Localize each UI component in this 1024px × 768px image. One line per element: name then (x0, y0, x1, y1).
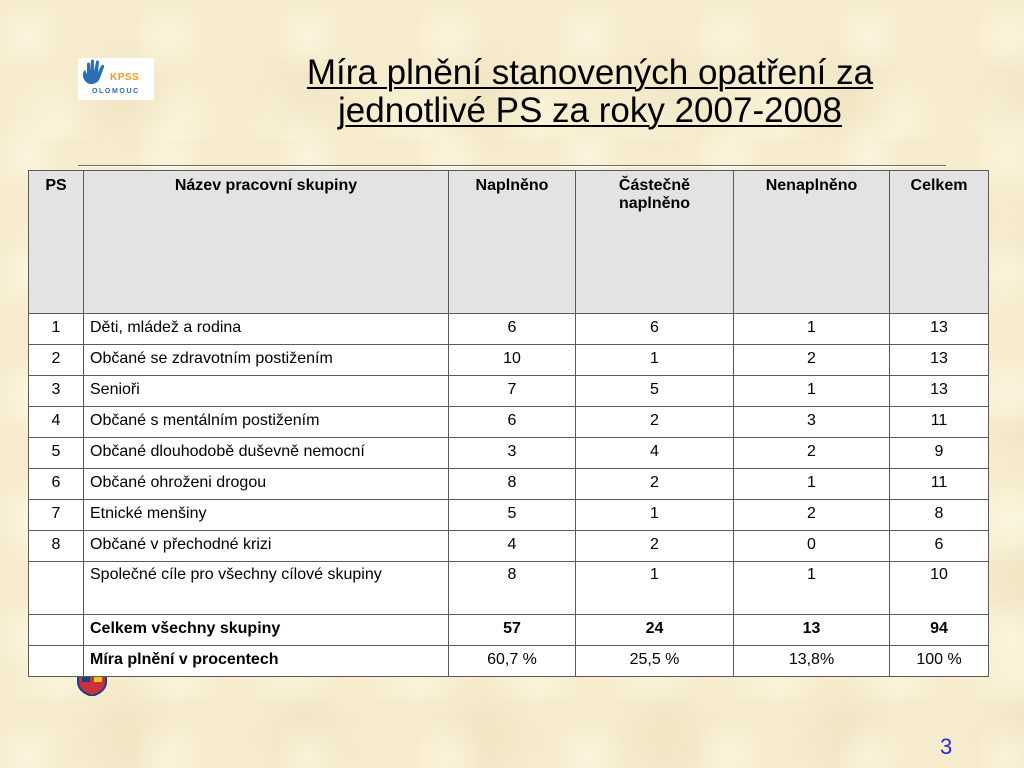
cell-not-fulfilled: 1 (734, 469, 890, 500)
cell-fulfilled: 6 (449, 314, 576, 345)
cell-not-fulfilled: 1 (734, 562, 890, 615)
cell-group-name: Občané ohroženi drogou (84, 469, 449, 500)
cell-ps: 6 (29, 469, 84, 500)
cell-partial: 2 (576, 531, 734, 562)
cell-fulfilled: 4 (449, 531, 576, 562)
title-divider (78, 165, 946, 167)
cell-not-fulfilled: 1 (734, 314, 890, 345)
cell-group-name: Občané dlouhodobě duševně nemocní (84, 438, 449, 469)
cell-fulfilled: 10 (449, 345, 576, 376)
cell-total: 13 (890, 345, 989, 376)
cell-fulfilled: 57 (449, 615, 576, 646)
cell-ps (29, 615, 84, 646)
cell-ps: 1 (29, 314, 84, 345)
cell-ps: 2 (29, 345, 84, 376)
total-row (29, 615, 989, 646)
table-row (29, 438, 989, 469)
percent-row (29, 646, 989, 677)
cell-total: 8 (890, 500, 989, 531)
cell-total: 10 (890, 562, 989, 615)
header-group-name: Název pracovní skupiny (84, 171, 449, 314)
cell-partial: 25,5 % (576, 646, 734, 677)
page-title (230, 54, 950, 130)
title-line-2: jednotlivé PS za roky 2007-2008 (338, 91, 842, 130)
cell-group-name: Etnické menšiny (84, 500, 449, 531)
cell-group-name: Občané v přechodné krizi (84, 531, 449, 562)
cell-partial: 2 (576, 469, 734, 500)
cell-total: 94 (890, 615, 989, 646)
cell-not-fulfilled: 13 (734, 615, 890, 646)
cell-total: 6 (890, 531, 989, 562)
cell-group-name: Děti, mládež a rodina (84, 314, 449, 345)
table-row (29, 407, 989, 438)
cell-partial: 1 (576, 345, 734, 376)
cell-fulfilled: 5 (449, 500, 576, 531)
cell-not-fulfilled: 3 (734, 407, 890, 438)
cell-not-fulfilled: 0 (734, 531, 890, 562)
cell-partial: 24 (576, 615, 734, 646)
table-row (29, 500, 989, 531)
table-row (29, 376, 989, 407)
cell-ps: 8 (29, 531, 84, 562)
cell-not-fulfilled: 2 (734, 345, 890, 376)
title-line-1: Míra plnění stanovených opatření za (306, 53, 874, 92)
cell-fulfilled: 6 (449, 407, 576, 438)
cell-not-fulfilled: 2 (734, 438, 890, 469)
header-total: Celkem (890, 171, 989, 314)
table-row (29, 531, 989, 562)
cell-fulfilled: 7 (449, 376, 576, 407)
cell-fulfilled: 3 (449, 438, 576, 469)
header-fulfilled: Naplněno (449, 171, 576, 314)
cell-ps: 5 (29, 438, 84, 469)
cell-total: 13 (890, 314, 989, 345)
cell-not-fulfilled: 2 (734, 500, 890, 531)
header-ps: PS (29, 171, 84, 314)
table-row (29, 314, 989, 345)
cell-total: 100 % (890, 646, 989, 677)
table-row (29, 345, 989, 376)
table-row (29, 469, 989, 500)
cell-ps (29, 646, 84, 677)
logo-text-kpss: KPSS (110, 72, 140, 83)
cell-fulfilled: 8 (449, 469, 576, 500)
results-table (28, 170, 989, 677)
page-number: 3 (940, 734, 953, 759)
cell-partial: 4 (576, 438, 734, 469)
cell-ps: 4 (29, 407, 84, 438)
cell-ps: 7 (29, 500, 84, 531)
cell-ps: 3 (29, 376, 84, 407)
cell-group-name: Senioři (84, 376, 449, 407)
cell-group-name: Občané s mentálním postižením (84, 407, 449, 438)
cell-group-name: Občané se zdravotním postižením (84, 345, 449, 376)
header-not-fulfilled: Nenaplněno (734, 171, 890, 314)
cell-total: 11 (890, 407, 989, 438)
cell-fulfilled: 8 (449, 562, 576, 615)
cell-ps (29, 562, 84, 615)
cell-group-name: Společné cíle pro všechny cílové skupiny (84, 562, 449, 615)
cell-not-fulfilled: 13,8% (734, 646, 890, 677)
cell-total: 13 (890, 376, 989, 407)
table-header-row (29, 171, 989, 314)
table-row (29, 562, 989, 615)
cell-partial: 2 (576, 407, 734, 438)
cell-group-name: Celkem všechny skupiny (84, 615, 449, 646)
cell-total: 9 (890, 438, 989, 469)
cell-not-fulfilled: 1 (734, 376, 890, 407)
cell-partial: 1 (576, 562, 734, 615)
cell-partial: 6 (576, 314, 734, 345)
cell-partial: 1 (576, 500, 734, 531)
logo-text-olomouc: OLOMOUC (92, 88, 140, 95)
cell-total: 11 (890, 469, 989, 500)
cell-partial: 5 (576, 376, 734, 407)
kpss-logo (78, 58, 154, 100)
cell-group-name: Míra plnění v procentech (84, 646, 449, 677)
cell-fulfilled: 60,7 % (449, 646, 576, 677)
header-partially-fulfilled: Částečně naplněno (576, 171, 734, 314)
